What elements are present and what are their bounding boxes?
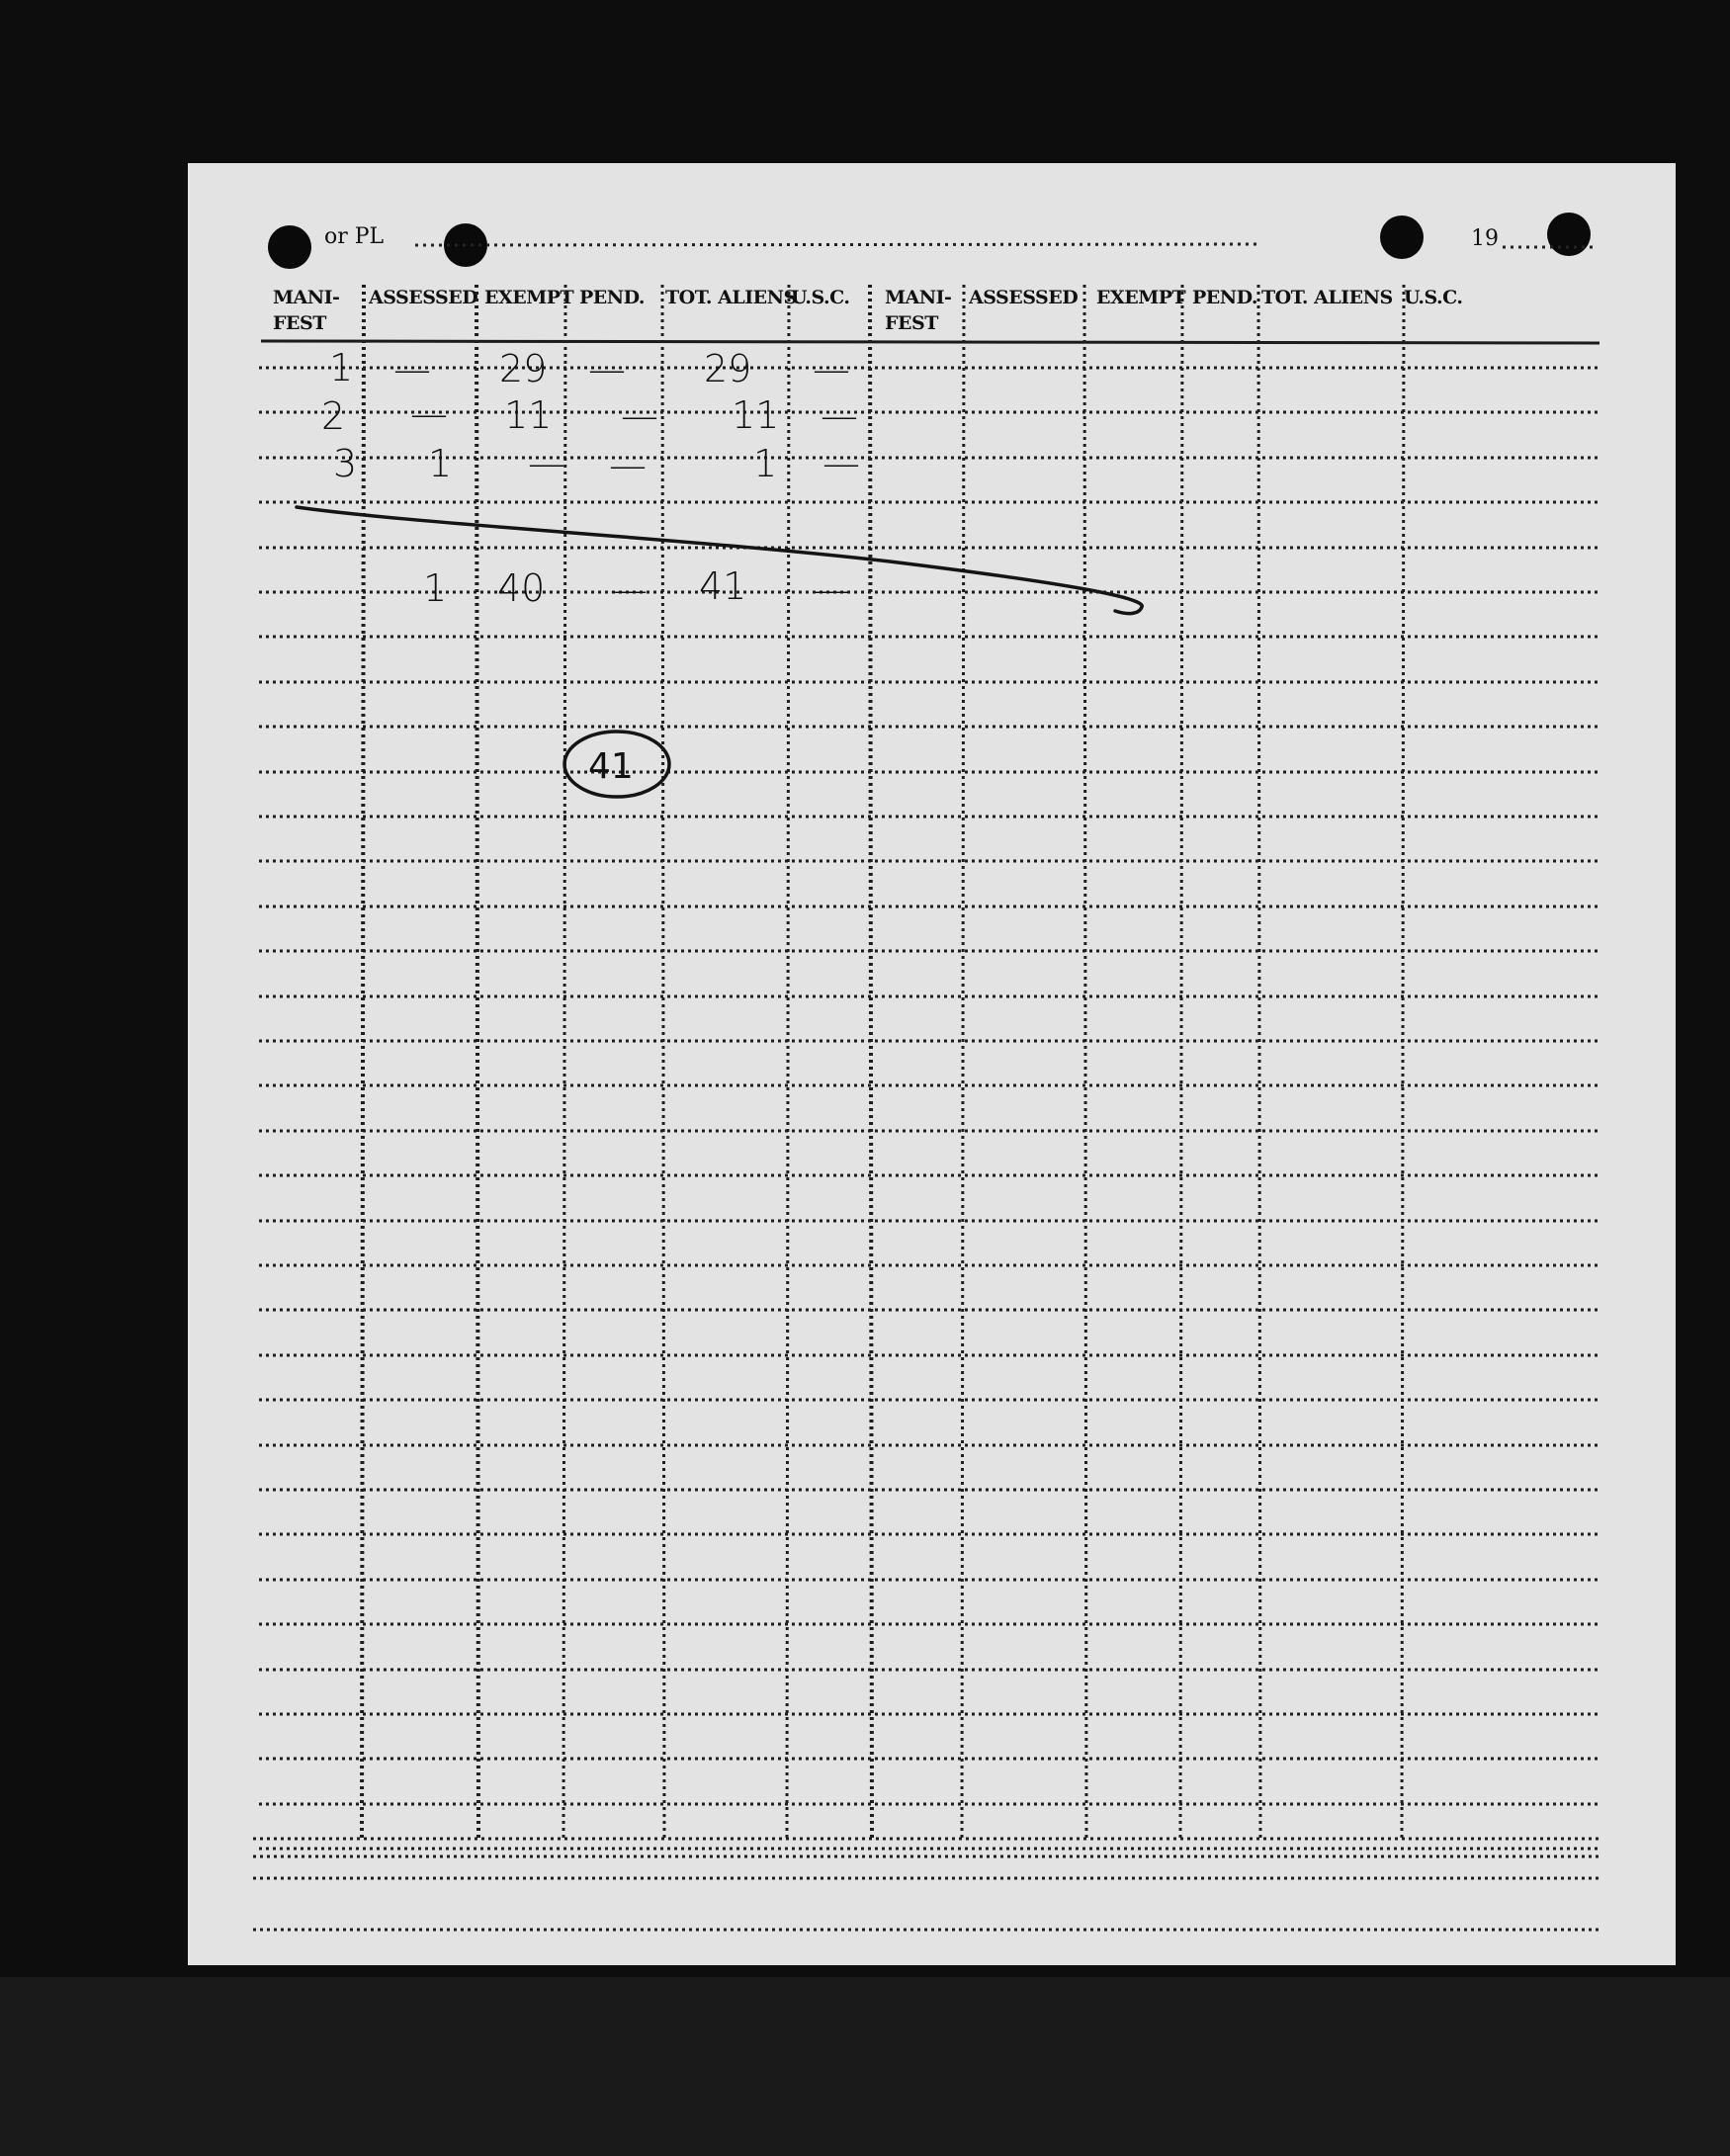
col-header-usc-2: U.S.C. <box>1404 287 1463 308</box>
entry-exempt: 11 <box>504 393 553 437</box>
entry-pend: — <box>588 348 626 391</box>
entry-exempt: 29 <box>499 347 548 390</box>
col-header-tot-aliens-2: TOT. ALIENS <box>1261 287 1393 308</box>
entry-manifest: 2 <box>321 394 346 438</box>
col-header-exempt-2: EXEMPT <box>1096 287 1186 308</box>
col-header-manifest-2-line2: FEST <box>885 312 938 334</box>
total-tot-aliens: 41 <box>699 564 747 608</box>
entry-manifest: 3 <box>333 442 358 485</box>
col-header-manifest: MANI- <box>273 287 340 308</box>
entry-usc: — <box>821 394 858 438</box>
punch-hole <box>1380 216 1424 259</box>
header-rule <box>261 341 1600 343</box>
total-assessed: 1 <box>423 566 448 610</box>
entry-tot-aliens: 11 <box>732 393 780 437</box>
punch-hole <box>1547 213 1591 256</box>
entry-pend: — <box>609 444 647 487</box>
entry-tot-aliens: 1 <box>753 442 778 485</box>
total-usc: — <box>813 568 850 612</box>
entry-assessed: 1 <box>428 442 453 485</box>
col-header-usc: U.S.C. <box>791 287 850 308</box>
entry-exempt: — <box>528 442 565 485</box>
year-prefix: 19 <box>1471 226 1499 251</box>
paper-shadow-band <box>0 1977 1730 2156</box>
col-header-assessed-2: ASSESSED <box>969 287 1079 308</box>
entry-tot-aliens: 29 <box>704 347 752 390</box>
col-header-tot-aliens: TOT. ALIENS <box>665 287 797 308</box>
col-header-pend-2: PEND. <box>1192 287 1258 308</box>
col-header-manifest-2: MANI- <box>885 287 952 308</box>
entry-assessed: — <box>410 392 448 436</box>
form-reference-text: or PL <box>324 224 385 249</box>
entry-usc: — <box>822 442 860 485</box>
entry-assessed: — <box>393 348 431 391</box>
entry-manifest: 1 <box>329 346 354 389</box>
col-header-manifest-line2: FEST <box>273 312 326 334</box>
total-exempt: 40 <box>497 566 546 610</box>
circled-total: 41 <box>588 746 634 787</box>
col-header-pend: PEND. <box>579 287 646 308</box>
col-header-assessed: ASSESSED <box>369 287 478 308</box>
entry-usc: — <box>813 348 850 391</box>
total-pend: — <box>610 568 648 612</box>
entry-pend: — <box>621 394 658 438</box>
col-header-exempt: EXEMPT <box>484 287 574 308</box>
punch-hole <box>268 225 311 269</box>
